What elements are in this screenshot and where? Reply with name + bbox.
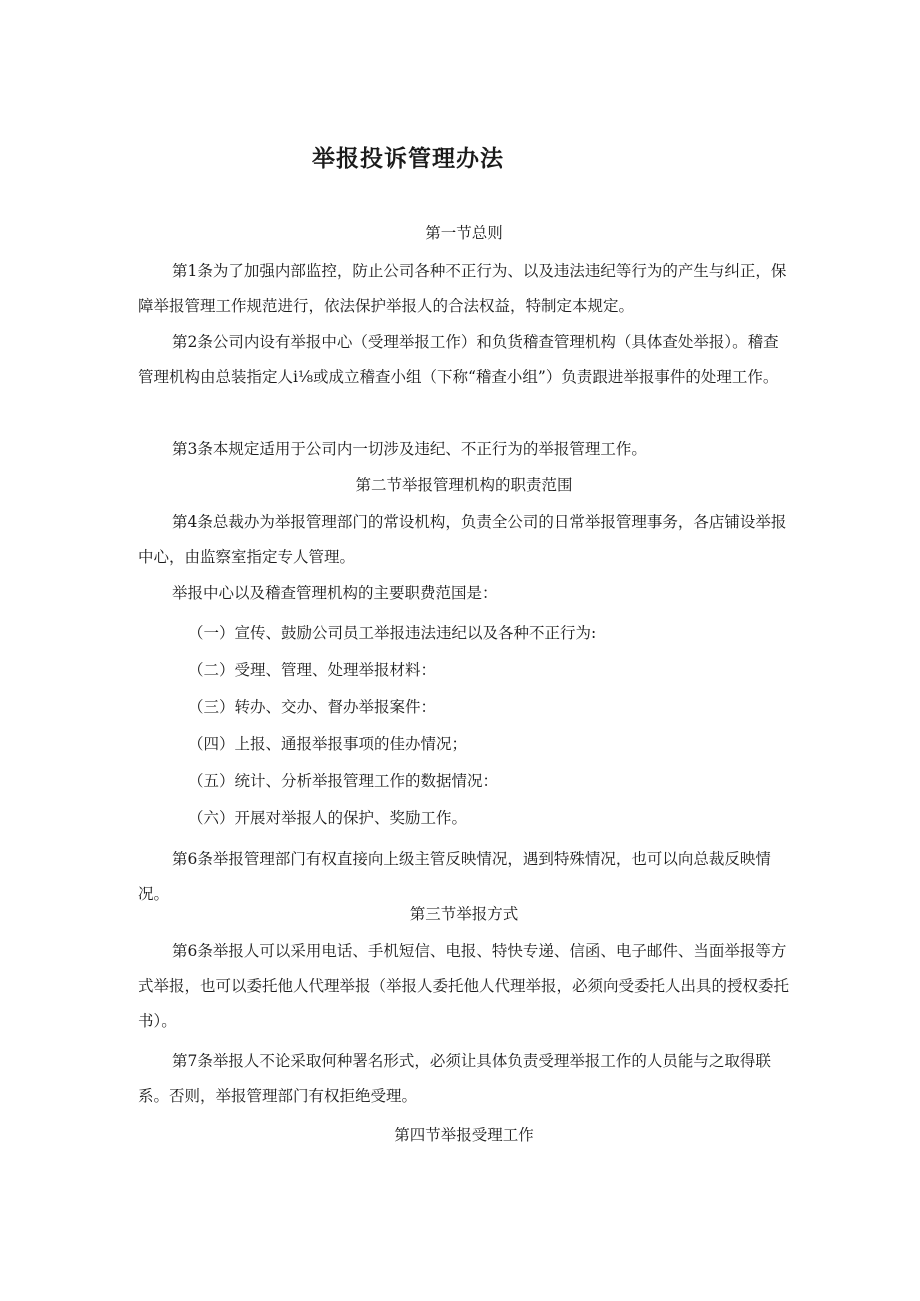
list-item: （二）受理、管理、处理举报材料： — [188, 661, 437, 679]
list-item: （三）转办、交办、督办举报案件： — [188, 698, 437, 716]
paragraph: 第1条为了加强内部监控，防止公司各种不正行为、以及违法违纪等行为的产生与纠正，保障举报管理工作规范进行，依法保护举报人的合法权益，特制定本规定。 — [138, 262, 787, 315]
section-heading: 第一节总则 — [425, 224, 503, 242]
section-heading: 第四节举报受理工作 — [394, 1126, 534, 1144]
paragraph: 举报中心以及稽查管理机构的主要职费范国是： — [172, 584, 498, 602]
paragraph: 第6条举报人可以采用电话、手机短信、电报、特快专递、信函、电子邮件、当面举报等方式举报，也可以委托他人代理举报（举报人委托他人代理举报，必须向受委托人出具的授权委托书）。 — [138, 942, 790, 1030]
paragraph: 第6条举报管理部门有权直接向上级主管反映情况，遇到特殊情况，也可以向总裁反映情况。 — [138, 850, 771, 903]
document-title: 举报投诉管理办法 — [312, 146, 504, 172]
paragraph: 第3条本规定适用于公司内一切涉及违纪、不正行为的举报管理工作。 — [172, 440, 647, 458]
section-heading: 第二节举报管理机构的职责范围 — [355, 476, 573, 494]
paragraph: 第7条举报人不论采取何种署名形式，必须让具体负责受理举报工作的人员能与之取得联系。否则，举报管理部门有权拒绝受理。 — [138, 1052, 771, 1105]
list-item: （六）开展对举报人的保护、奖励工作。 — [188, 809, 468, 827]
section-heading: 第三节举报方式 — [409, 905, 519, 923]
paragraph: 第4条总裁办为举报管理部门的常设机构，负责全公司的日常举报管理事务，各店铺设举报中心，由监察室指定专人管理。 — [138, 513, 787, 566]
paragraph: 第2条公司内设有举报中心（受理举报工作）和负货稽查管理机构（具体查处举报）。稽查管理机构由总装指定人i⅛或成立稽查小组（下称“稽查小组”）负责跟进举报事件的处理工作。 — [138, 333, 779, 386]
list-item: （一）宣传、鼓励公司员工举报违法违纪以及各种不正行为: — [188, 624, 597, 642]
list-item: （五）统计、分析举报管理工作的数据情况： — [188, 772, 499, 790]
list-item: （四）上报、通报举报事项的佳办情况； — [188, 735, 468, 753]
